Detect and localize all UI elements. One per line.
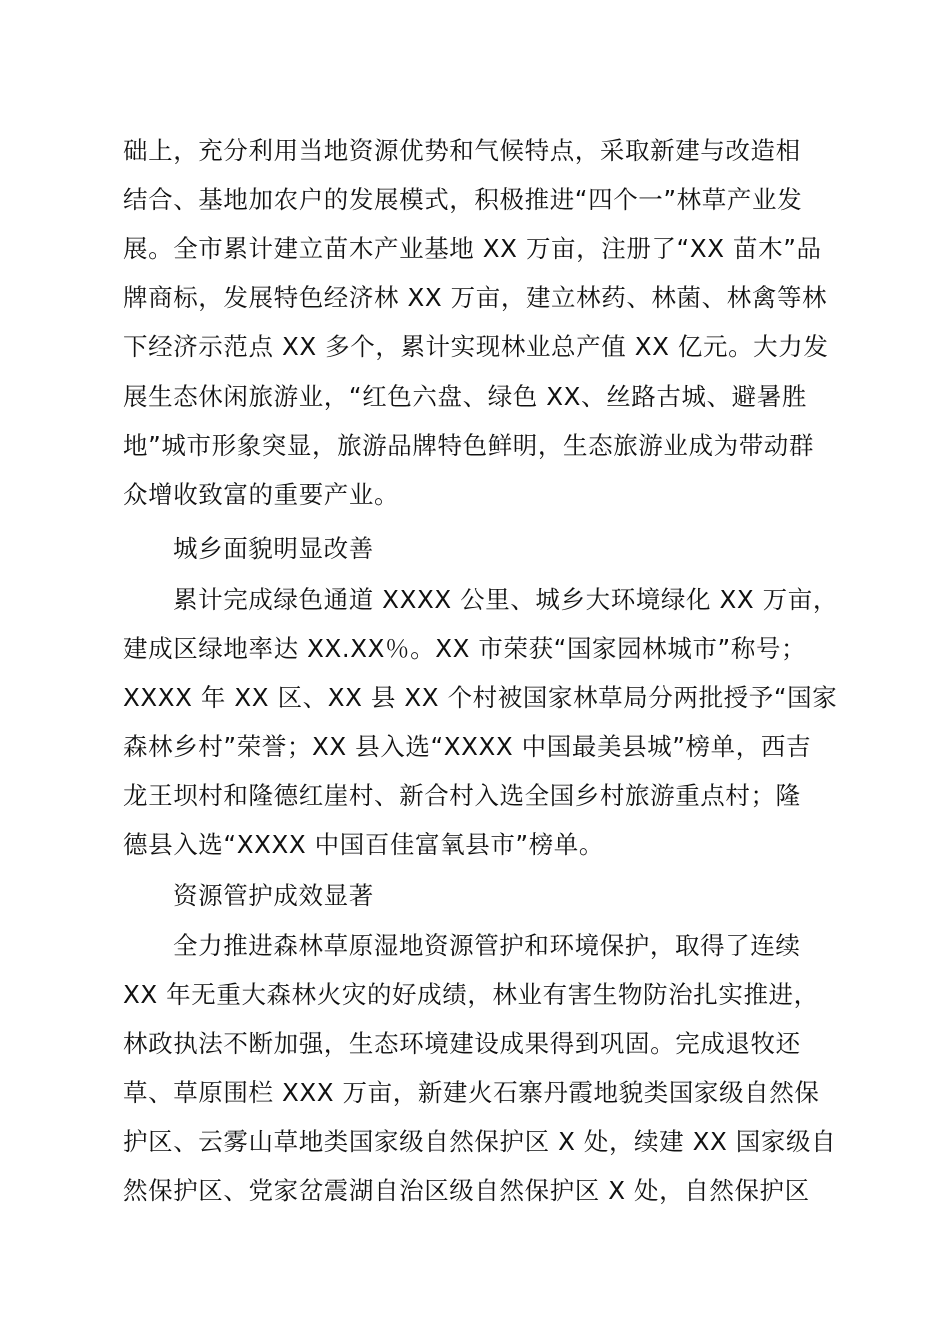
text-line: 护区、云雾山草地类国家级自然保护区 X 处，续建 XX 国家级自 — [123, 1127, 837, 1156]
text-line: 展生态休闲旅游业，“红色六盘、绿色 XX、丝路古城、避暑胜 — [123, 382, 807, 411]
text-line: 地”城市形象突显，旅游品牌特色鲜明，生态旅游业成为带动群 — [123, 431, 814, 460]
section-heading: 城乡面貌明显改善 — [173, 534, 374, 563]
text-line: 众增收致富的重要产业。 — [123, 480, 400, 509]
text-line: 建成区绿地率达 XX.XX％。XX 市荣获“国家园林城市”称号； — [123, 634, 807, 663]
text-line: 下经济示范点 XX 多个，累计实现林业总产值 XX 亿元。大力发 — [123, 332, 829, 361]
text-line: 然保护区、党家岔震湖自治区级自然保护区 X 处，自然保护区 — [123, 1176, 810, 1205]
text-line: XX 年无重大森林火灾的好成绩，林业有害生物防治扎实推进， — [123, 980, 819, 1009]
text-line: 龙王坝村和隆德红崖村、新合村入选全国乡村旅游重点村；隆 — [123, 781, 801, 810]
text-line: 础上，充分利用当地资源优势和气候特点，采取新建与改造相 — [123, 136, 801, 165]
text-line: 德县入选“XXXX 中国百佳富氧县市”榜单。 — [123, 830, 605, 859]
text-line: 累计完成绿色通道 XXXX 公里、城乡大环境绿化 XX 万亩， — [173, 585, 838, 614]
text-line: 结合、基地加农户的发展模式，积极推进“四个一”林草产业发 — [123, 185, 803, 214]
text-line: 草、草原围栏 XXX 万亩，新建火石寨丹霞地貌类国家级自然保 — [123, 1078, 820, 1107]
text-line: 牌商标，发展特色经济林 XX 万亩，建立林药、林菌、林禽等林 — [123, 283, 828, 312]
text-line: XXXX 年 XX 区、XX 县 XX 个村被国家林草局分两批授予“国家 — [123, 683, 838, 712]
text-line: 全力推进森林草原湿地资源管护和环境保护，取得了连续 — [173, 931, 801, 960]
section-heading: 资源管护成效显著 — [173, 881, 374, 910]
text-line: 森林乡村”荣誉；XX 县入选“XXXX 中国最美县城”榜单，西吉 — [123, 732, 812, 761]
text-line: 林政执法不断加强，生态环境建设成果得到巩固。完成退牧还 — [123, 1029, 801, 1058]
text-line: 展。全市累计建立苗木产业基地 XX 万亩，注册了“XX 苗木”品 — [123, 234, 822, 263]
